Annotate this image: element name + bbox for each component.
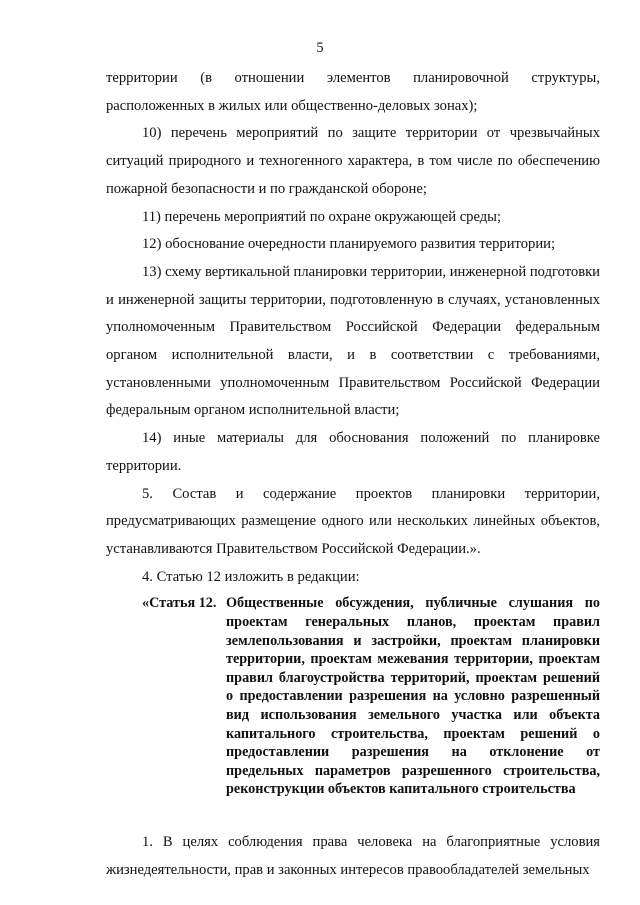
document-body xyxy=(106,65,600,884)
article-label: «Статья 12. xyxy=(142,595,217,612)
paragraph-continuation: территории (в отношении элементов планировочной структуры, расположенных в жилых или общественно-деловых зонах); xyxy=(106,70,600,114)
list-item-12: 12) обоснование очередности планируемого развития территории; xyxy=(142,236,555,253)
article-title: Общественные обсуждения, публичные слушания по проектам генеральных планов, проектам правил землепользования и застройки, проектам планировки территории, проектам межевания территории, проектам правил благоустройства территорий, проектам решений о предоставлении разрешения на условно разрешенный вид использования земельного участка или объекта капитального строительства, проектам решений о предоставлении разрешения на отклонение от предельных параметров разрешенного строительства, реконструкции объектов капитального строительства xyxy=(226,595,600,798)
clause-5: 5. Состав и содержание проектов планировки территории, предусматривающих размещение одного или нескольких линейных объектов, устанавливаются Правительством Российской Федерации.». xyxy=(106,485,600,557)
article-clause-1: 1. В целях соблюдения права человека на благоприятные условия жизнедеятельности, прав и законных интересов правообладателей земельных xyxy=(106,833,600,878)
list-item-11: 11) перечень мероприятий по охране окружающей среды; xyxy=(142,208,502,225)
list-item-10: 10) перечень мероприятий по защите территории от чрезвычайных ситуаций природного и техногенного характера, в том числе по обеспечению пожарной безопасности и по гражданской обороне; xyxy=(106,125,600,197)
list-item-14: 14) иные материалы для обоснования положений по планировке территории. xyxy=(106,430,600,474)
page-number: 5 xyxy=(316,40,324,56)
list-item-13: 13) схему вертикальной планировки территории, инженерной подготовки и инженерной защиты территории, подготовленную в случаях, установленных уполномоченным Правительством Российской Федерации федеральным органом исполнительной власти, и в соответствии с требованиями, установленными уполномоченным Правительством Российской Федерации федеральным органом исполнительной власти; xyxy=(106,263,600,419)
amendment-4: 4. Статью 12 изложить в редакции: xyxy=(142,568,360,585)
article-heading xyxy=(106,594,600,799)
